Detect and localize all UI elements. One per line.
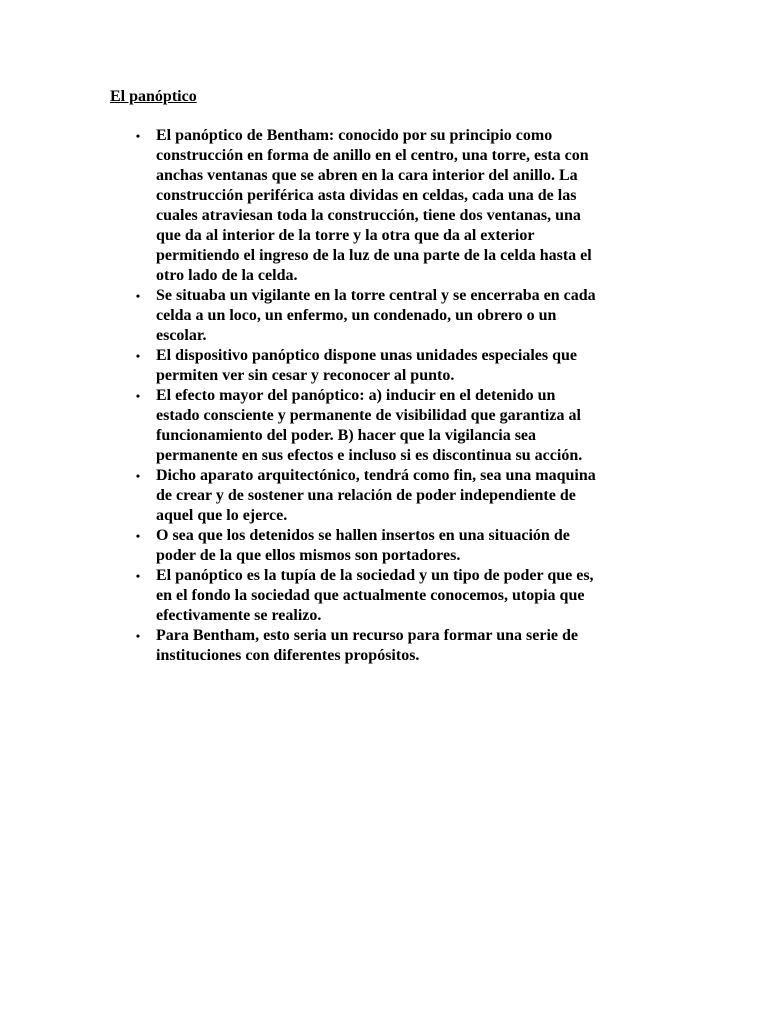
bullet-icon: • xyxy=(135,529,141,543)
bullet-icon: • xyxy=(135,349,141,363)
bullet-text-line: construcción en forma de anillo en el centro, una torre, esta con xyxy=(156,147,589,164)
bullet-text-line: celda a un loco, un enfermo, un condenado, un obrero o un xyxy=(156,307,557,324)
bullet-text-line: en el fondo la sociedad que actualmente conocemos, utopia que xyxy=(156,587,585,604)
bullet-text-line: anchas ventanas que se abren en la cara interior del anillo. La xyxy=(156,167,578,184)
bullet-text-line: El efecto mayor del panóptico: a) inducir en el detenido un xyxy=(156,387,556,404)
bullet-text-line: construcción periférica asta dividas en celdas, cada una de las xyxy=(156,187,577,204)
list-item xyxy=(128,566,668,626)
bullet-text-line: Para Bentham, esto seria un recurso para formar una serie de xyxy=(156,627,579,644)
bullet-text-line: permanente en sus efectos e incluso si es discontinua su acción. xyxy=(156,447,583,464)
bullet-icon: • xyxy=(135,569,141,583)
bullet-list xyxy=(128,126,668,666)
list-item xyxy=(128,466,668,526)
bullet-text-line: aquel que lo ejerce. xyxy=(156,507,288,524)
bullet-icon: • xyxy=(135,289,141,303)
bullet-text-line: El panóptico es la tupía de la sociedad y un tipo de poder que es, xyxy=(156,567,594,584)
bullet-text-line: El dispositivo panóptico dispone unas unidades especiales que xyxy=(156,347,578,364)
list-item xyxy=(128,386,668,466)
bullet-text-line: permiten ver sin cesar y reconocer al punto. xyxy=(156,367,455,384)
bullet-text-line: O sea que los detenidos se hallen insertos en una situación de xyxy=(156,527,570,544)
bullet-text-line: cuales atraviesan toda la construcción, tiene dos ventanas, una xyxy=(156,207,581,224)
bullet-text-line: Se situaba un vigilante en la torre central y se encerraba en cada xyxy=(156,287,596,304)
bullet-text-line: que da al interior de la torre y la otra que da al exterior xyxy=(156,227,535,244)
bullet-text-line: efectivamente se realizo. xyxy=(156,607,322,624)
list-item xyxy=(128,346,668,386)
bullet-icon: • xyxy=(135,389,141,403)
bullet-text-line: El panóptico de Bentham: conocido por su principio como xyxy=(156,127,553,144)
bullet-text-line: de crear y de sostener una relación de poder independiente de xyxy=(156,487,576,504)
list-item xyxy=(128,126,668,286)
bullet-icon: • xyxy=(135,629,141,643)
bullet-icon: • xyxy=(135,469,141,483)
bullet-text-line: otro lado de la celda. xyxy=(156,267,298,284)
bullet-text-line: instituciones con diferentes propósitos. xyxy=(156,647,420,664)
document-title: El panóptico xyxy=(110,88,197,105)
list-item xyxy=(128,286,668,346)
bullet-text-line: poder de la que ellos mismos son portadores. xyxy=(156,547,461,564)
bullet-text-line: funcionamiento del poder. B) hacer que la vigilancia sea xyxy=(156,427,537,444)
bullet-text-line: Dicho aparato arquitectónico, tendrá como fin, sea una maquina xyxy=(156,467,596,484)
bullet-icon: • xyxy=(135,129,141,143)
list-item xyxy=(128,626,668,666)
bullet-text-line: escolar. xyxy=(156,327,207,344)
list-item xyxy=(128,526,668,566)
bullet-text-line: estado consciente y permanente de visibilidad que garantiza al xyxy=(156,407,581,424)
bullet-text-line: permitiendo el ingreso de la luz de una parte de la celda hasta el xyxy=(156,247,592,264)
